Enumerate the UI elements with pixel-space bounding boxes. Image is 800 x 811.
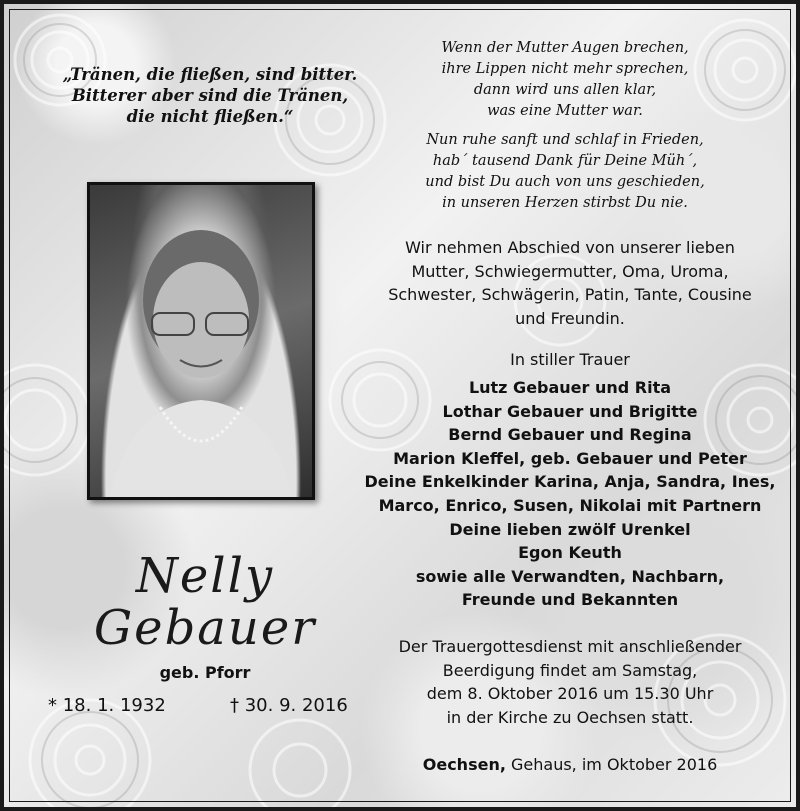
first-name: Nelly <box>135 548 275 604</box>
mourner-line: Egon Keuth <box>518 543 622 563</box>
quote-left <box>40 64 380 127</box>
mourner-line: Lothar Gebauer und Brigitte <box>442 401 698 421</box>
mourner-line: Bernd Gebauer und Regina <box>448 425 692 445</box>
service-line: Der Trauergottesdienst mit anschließender <box>398 637 742 656</box>
poem-line: dann wird uns allen klar, <box>473 82 657 98</box>
quote-line: die nicht fließen.“ <box>126 107 294 126</box>
birth-name: geb. Pforr <box>159 663 251 682</box>
service-info <box>350 635 790 729</box>
farewell-line: und Freundin. <box>515 308 625 328</box>
mourner-line: Marco, Enrico, Susen, Nikolai mit Partnern <box>378 495 762 515</box>
place-town: Oechsen, <box>422 755 506 774</box>
mourner-line: Lutz Gebauer und Rita <box>468 378 672 397</box>
farewell-text <box>350 236 790 330</box>
mourning-label: In stiller Trauer <box>510 350 630 369</box>
quote-line: „Tränen, die fließen, sind bitter. <box>62 65 358 84</box>
poem-line: in unseren Herzen stirbst Du nie. <box>442 195 688 211</box>
mourner-line: Marion Kleffel, geb. Gebauer und Peter <box>393 448 747 468</box>
service-line: Beerdigung findet am Samstag, <box>442 660 698 680</box>
portrait-image <box>90 185 312 497</box>
birth-date: * 18. 1. 1932 <box>48 695 166 716</box>
poem-line: ihre Lippen nicht mehr sprechen, <box>441 61 689 77</box>
farewell-line: Wir nehmen Abschied von unserer lieben <box>405 238 735 257</box>
portrait-photo <box>87 182 315 500</box>
death-date: † 30. 9. 2016 <box>230 695 348 716</box>
service-line: in der Kirche zu Oechsen statt. <box>446 707 694 727</box>
poem-line: und bist Du auch von uns geschieden, <box>425 174 705 190</box>
poem-line: hab´ tausend Dank für Deine Müh´, <box>432 153 698 169</box>
place-rest: Gehaus, im Oktober 2016 <box>511 755 718 774</box>
place-date <box>350 753 790 777</box>
last-name: Gebauer <box>93 600 317 656</box>
mourner-line: sowie alle Verwandten, Nachbarn, <box>415 566 725 586</box>
quote-line: Bitterer aber sind die Tränen, <box>71 86 349 105</box>
mourner-line: Deine lieben zwölf Urenkel <box>449 519 691 539</box>
poem-stanza-1 <box>400 38 730 122</box>
poem <box>400 38 730 214</box>
poem-stanza-2 <box>400 130 730 214</box>
poem-line: was eine Mutter war. <box>487 103 643 119</box>
mourners-list <box>350 376 790 612</box>
farewell-line: Mutter, Schwiegermutter, Oma, Uroma, <box>411 261 729 281</box>
poem-line: Nun ruhe sanft und schlaf in Frieden, <box>426 132 704 148</box>
farewell-line: Schwester, Schwägerin, Patin, Tante, Cousine <box>388 285 752 305</box>
mourner-line: Freunde und Bekannten <box>461 590 679 610</box>
mourner-line: Deine Enkelkinder Karina, Anja, Sandra, Ines, <box>364 472 776 492</box>
poem-line: Wenn der Mutter Augen brechen, <box>441 40 689 56</box>
service-line: dem 8. Oktober 2016 um 15.30 Uhr <box>426 684 714 704</box>
